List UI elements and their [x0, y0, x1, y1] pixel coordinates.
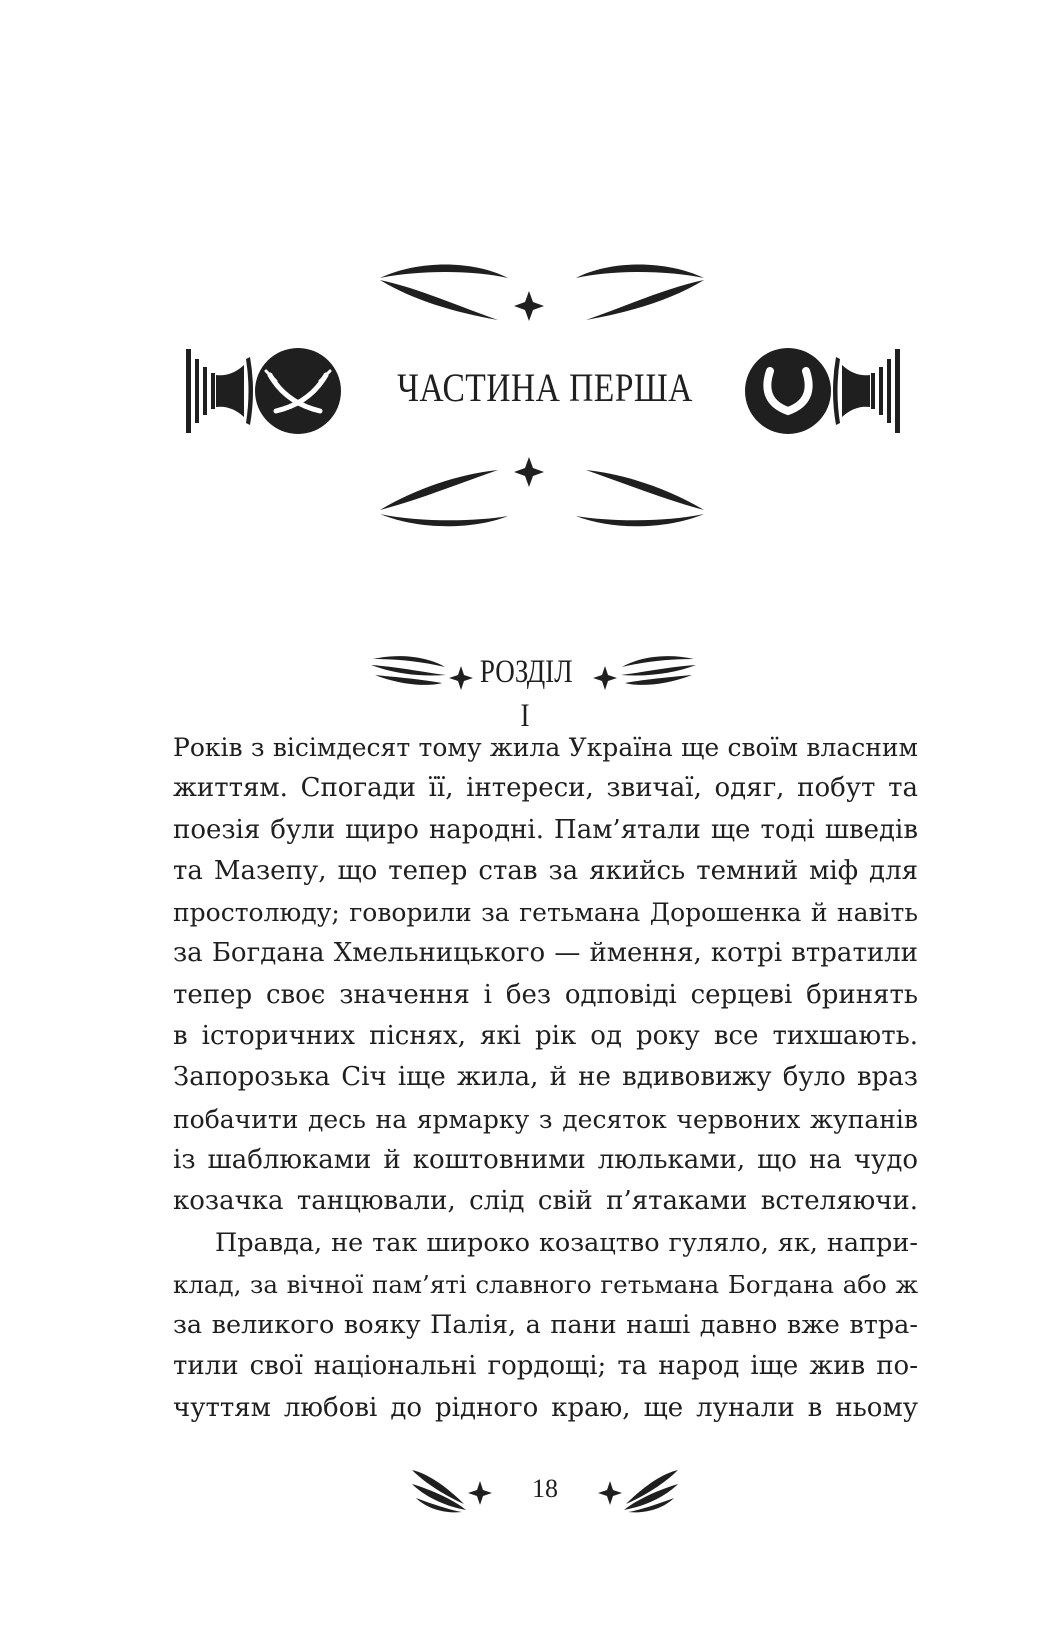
- sparkle-icon: [449, 666, 473, 690]
- text-line: життям. Спогади її, інтереси, звичаї, одяг, побут та: [173, 773, 918, 804]
- text-line: тили свої національні гордощі; та народ іще жив по-: [173, 1351, 918, 1382]
- text-line: та Мазепу, що тепер став за якийсь темний міф для: [173, 855, 918, 886]
- text-line: тепер своє значення і без одповіді серцеві бринять: [173, 979, 918, 1010]
- leaf-icon: [380, 514, 508, 526]
- leaf-icon: [576, 514, 704, 526]
- text-line: Років з вісімдесят тому жила Україна ще своїм власним: [173, 733, 918, 762]
- right-goblet-emblem: [730, 345, 900, 437]
- text-line: із шаблюками й коштовними люльками, що на чудо: [173, 1144, 918, 1175]
- text-line: в історичних піснях, які рік од року все тихшають.: [173, 1021, 918, 1052]
- page-number: 18: [532, 1474, 558, 1503]
- text-line: Запорозька Січ іще жила, й не вдивовижу було враз: [173, 1062, 918, 1093]
- leaf-icon: [625, 675, 692, 685]
- sparkle-icon: [514, 457, 544, 487]
- text-line: Правда, не так широко козацтво гуляло, як, напри-: [215, 1227, 918, 1258]
- leaf-icon: [380, 470, 498, 510]
- text-line: за великого вояку Палія, а пани наші давно вже втра-: [173, 1310, 918, 1341]
- sparkle-icon: [598, 1481, 622, 1505]
- text-line: клад, за вічної пам’яті славного гетьмана Богдана або ж: [173, 1269, 918, 1299]
- top-leaf-ornament: [378, 262, 706, 338]
- leaf-icon: [621, 665, 696, 676]
- leaf-icon: [622, 656, 694, 667]
- leaf-icon: [586, 470, 704, 510]
- text-line: побачити десь на ярмарку з десяток червоних жупанів: [173, 1104, 918, 1134]
- leaf-icon: [371, 665, 446, 676]
- sparkle-icon: [514, 291, 544, 321]
- text-line: чуттям любові до рідного краю, ще лунали в ньому: [173, 1392, 918, 1423]
- left-goblet-emblem: [186, 345, 356, 437]
- chapter-title: РОЗДІЛ І: [479, 654, 573, 734]
- leaf-icon: [576, 265, 704, 279]
- leaf-icon: [373, 656, 445, 667]
- text-line: поезія були щиро народні. Пам’ятали ще тоді шведів: [173, 814, 918, 845]
- leaf-icon: [375, 675, 442, 685]
- text-line: простолюду; говорили за гетьмана Дорошенка й навіть: [173, 898, 918, 928]
- text-line: за Богдана Хмельницького — ймення, котрі втратили: [173, 938, 918, 969]
- leaf-icon: [586, 280, 704, 320]
- body-text: [173, 727, 918, 1429]
- sparkle-icon: [593, 666, 617, 690]
- text-line: козачка танцювали, слід свій п’ятаками встеляючи.: [173, 1186, 918, 1217]
- leaf-icon: [380, 280, 498, 320]
- part-title: ЧАСТИНА ПЕРША: [397, 365, 693, 410]
- bottom-leaf-ornament: [378, 454, 706, 530]
- sparkle-icon: [468, 1481, 492, 1505]
- emblem-disc: [255, 348, 341, 434]
- leaf-icon: [380, 265, 508, 279]
- emblem-disc: [745, 348, 831, 434]
